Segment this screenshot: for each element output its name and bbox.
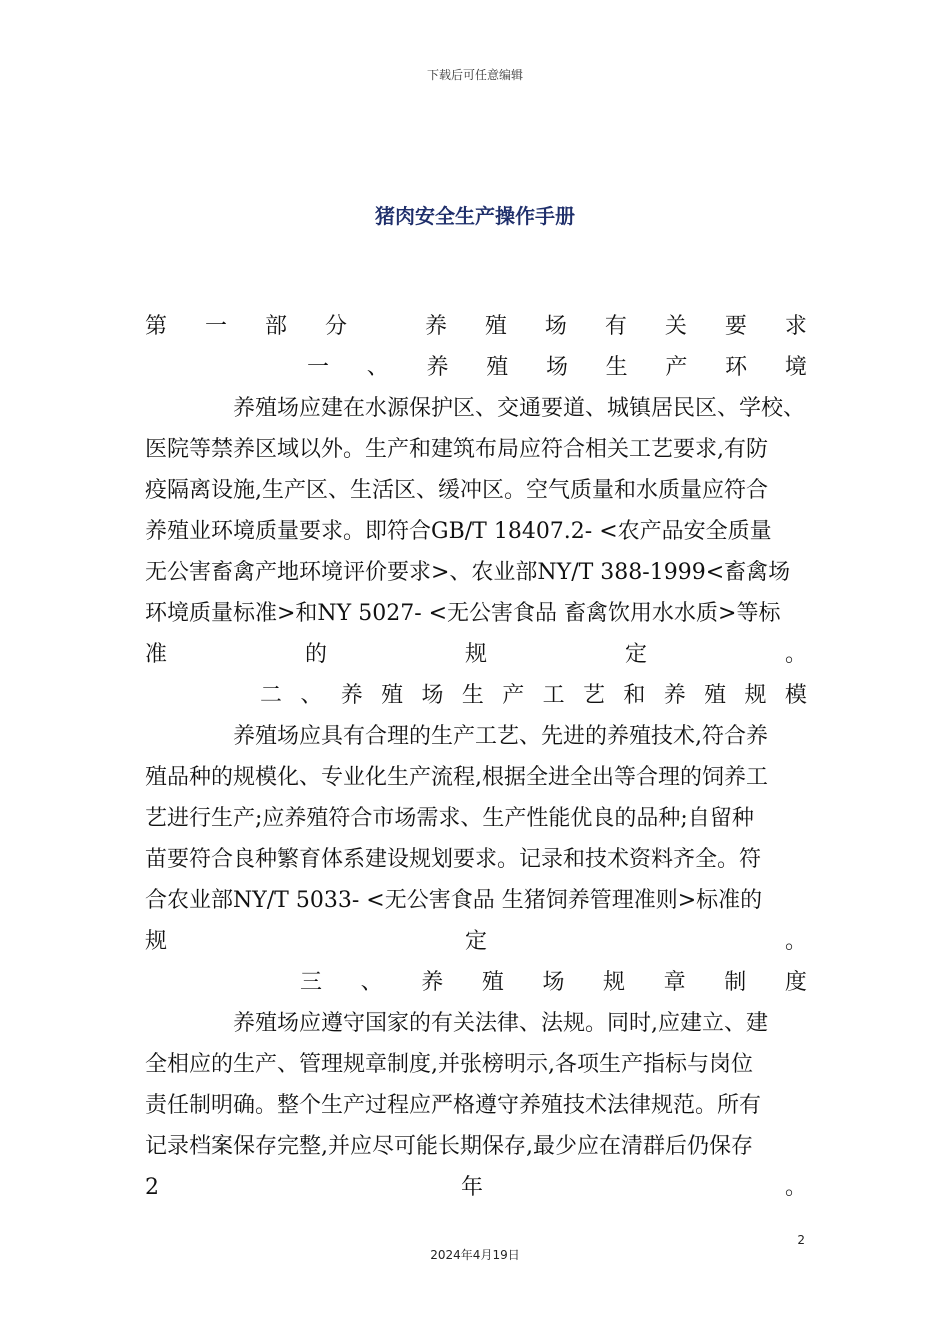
section-heading-char: 生 bbox=[605, 355, 628, 380]
paragraph-line: 养殖场应建在水源保护区、交通要道、城镇居民区、学校、 bbox=[145, 396, 806, 421]
section-heading-char: 章 bbox=[663, 970, 686, 995]
section-heading-char: 规 bbox=[744, 683, 767, 708]
footer-date: 2024年4月19日 bbox=[430, 1248, 520, 1262]
last-line-char: 。 bbox=[784, 642, 807, 667]
paragraph-last-line bbox=[145, 921, 807, 962]
paragraph-line: 殖品种的规模化、专业化生产流程,根据全进全出等合理的饲养工 bbox=[145, 765, 768, 790]
paragraph-last-line bbox=[145, 1167, 807, 1208]
section-heading-char: 制 bbox=[724, 970, 747, 995]
paragraph-last-line bbox=[145, 634, 807, 675]
section-heading-char: 养 bbox=[663, 683, 686, 708]
last-line-char: 2 bbox=[145, 1175, 159, 1200]
paragraph-line: 苗要符合良种繁育体系建设规划要求。记录和技术资料齐全。符 bbox=[145, 847, 762, 872]
section-heading-char: 二 bbox=[260, 683, 283, 708]
header-note: 下载后可任意编辑 bbox=[426, 68, 523, 82]
section-heading-char: 产 bbox=[665, 355, 688, 380]
paragraph-line: 养殖场应具有合理的生产工艺、先进的养殖技术,符合养 bbox=[145, 724, 768, 749]
part-heading-char: 第 bbox=[145, 314, 168, 339]
section-heading-char: 、 bbox=[360, 970, 383, 995]
last-line-char: 定 bbox=[624, 642, 647, 667]
section-heading-char: 、 bbox=[366, 355, 389, 380]
section-heading-char: 殖 bbox=[704, 683, 727, 708]
section-heading-char: 场 bbox=[545, 355, 568, 380]
part-heading-char: 部 bbox=[264, 314, 287, 339]
last-line-char: 准 bbox=[145, 642, 168, 667]
paragraph-line: 无公害畜禽产地环境评价要求>、农业部NY/T 388-1999<畜禽场 bbox=[145, 560, 791, 585]
paragraph-line: 环境质量标准>和NY 5027- <无公害食品 畜禽饮用水水质>等标 bbox=[145, 601, 781, 626]
section-heading-1 bbox=[145, 347, 807, 388]
section-heading-char: 工 bbox=[542, 683, 565, 708]
paragraph-line: 艺进行生产;应养殖符合市场需求、生产性能优良的品种;自留种 bbox=[145, 806, 754, 831]
section-heading-char: 生 bbox=[461, 683, 484, 708]
paragraph-line: 责任制明确。整个生产过程应严格遵守养殖技术法律规范。所有 bbox=[145, 1093, 762, 1118]
part-heading-char: 殖 bbox=[484, 314, 507, 339]
last-line-char: 的 bbox=[304, 642, 327, 667]
section-heading-char: 场 bbox=[542, 970, 565, 995]
paragraph-line: 医院等禁养区域以外。生产和建筑布局应符合相关工艺要求,有防 bbox=[145, 437, 768, 462]
section-heading-char: 境 bbox=[784, 355, 807, 380]
last-line-char: 规 bbox=[145, 929, 168, 954]
part-heading-char: 求 bbox=[784, 314, 807, 339]
part-heading-char: 关 bbox=[664, 314, 687, 339]
section-heading-char: 产 bbox=[502, 683, 525, 708]
part-heading-char: 养 bbox=[424, 314, 447, 339]
section-heading-char: 殖 bbox=[381, 683, 404, 708]
part-heading-char: 要 bbox=[724, 314, 747, 339]
last-line-char: 。 bbox=[784, 929, 807, 954]
page-number: 2 bbox=[797, 1233, 805, 1247]
paragraph-line: 记录档案保存完整,并应尽可能长期保存,最少应在清群后仍保存 bbox=[145, 1134, 753, 1159]
section-heading-char: 模 bbox=[784, 683, 807, 708]
paragraph-line: 养殖业环境质量要求。即符合GB/T 18407.2- <农产品安全质量 bbox=[145, 519, 772, 544]
section-heading-char: 养 bbox=[421, 970, 444, 995]
section-heading-char: 度 bbox=[784, 970, 807, 995]
section-heading-char: 养 bbox=[340, 683, 363, 708]
section-heading-2 bbox=[145, 675, 807, 716]
last-line-char: 。 bbox=[784, 1175, 807, 1200]
section-heading-char: 场 bbox=[421, 683, 444, 708]
paragraph-line: 养殖场应遵守国家的有关法律、法规。同时,应建立、建 bbox=[145, 1011, 768, 1036]
document-body bbox=[145, 306, 807, 1208]
part-heading-char: 场 bbox=[544, 314, 567, 339]
part-heading-char: 有 bbox=[604, 314, 627, 339]
section-heading-char: 一 bbox=[307, 355, 330, 380]
paragraph-line: 全相应的生产、管理规章制度,并张榜明示,各项生产指标与岗位 bbox=[145, 1052, 753, 1077]
section-heading-char: 养 bbox=[426, 355, 449, 380]
section-heading-3 bbox=[145, 962, 807, 1003]
part-heading bbox=[145, 306, 807, 347]
section-heading-char: 规 bbox=[603, 970, 626, 995]
part-heading-char: 分 bbox=[324, 314, 347, 339]
last-line-char: 规 bbox=[464, 642, 487, 667]
document-title: 猪肉安全生产操作手册 bbox=[375, 204, 575, 228]
section-heading-char: 和 bbox=[623, 683, 646, 708]
last-line-char: 年 bbox=[460, 1175, 483, 1200]
section-heading-char: 殖 bbox=[486, 355, 509, 380]
last-line-char: 定 bbox=[464, 929, 487, 954]
part-heading-char: 一 bbox=[204, 314, 227, 339]
paragraph-line: 合农业部NY/T 5033- <无公害食品 生猪饲养管理准则>标准的 bbox=[145, 888, 763, 913]
section-heading-char: 艺 bbox=[583, 683, 606, 708]
section-heading-char: 殖 bbox=[481, 970, 504, 995]
section-heading-char: 环 bbox=[725, 355, 748, 380]
section-heading-char: 三 bbox=[300, 970, 323, 995]
paragraph-line: 疫隔离设施,生产区、生活区、缓冲区。空气质量和水质量应符合 bbox=[145, 478, 768, 503]
section-heading-char: 、 bbox=[300, 683, 323, 708]
